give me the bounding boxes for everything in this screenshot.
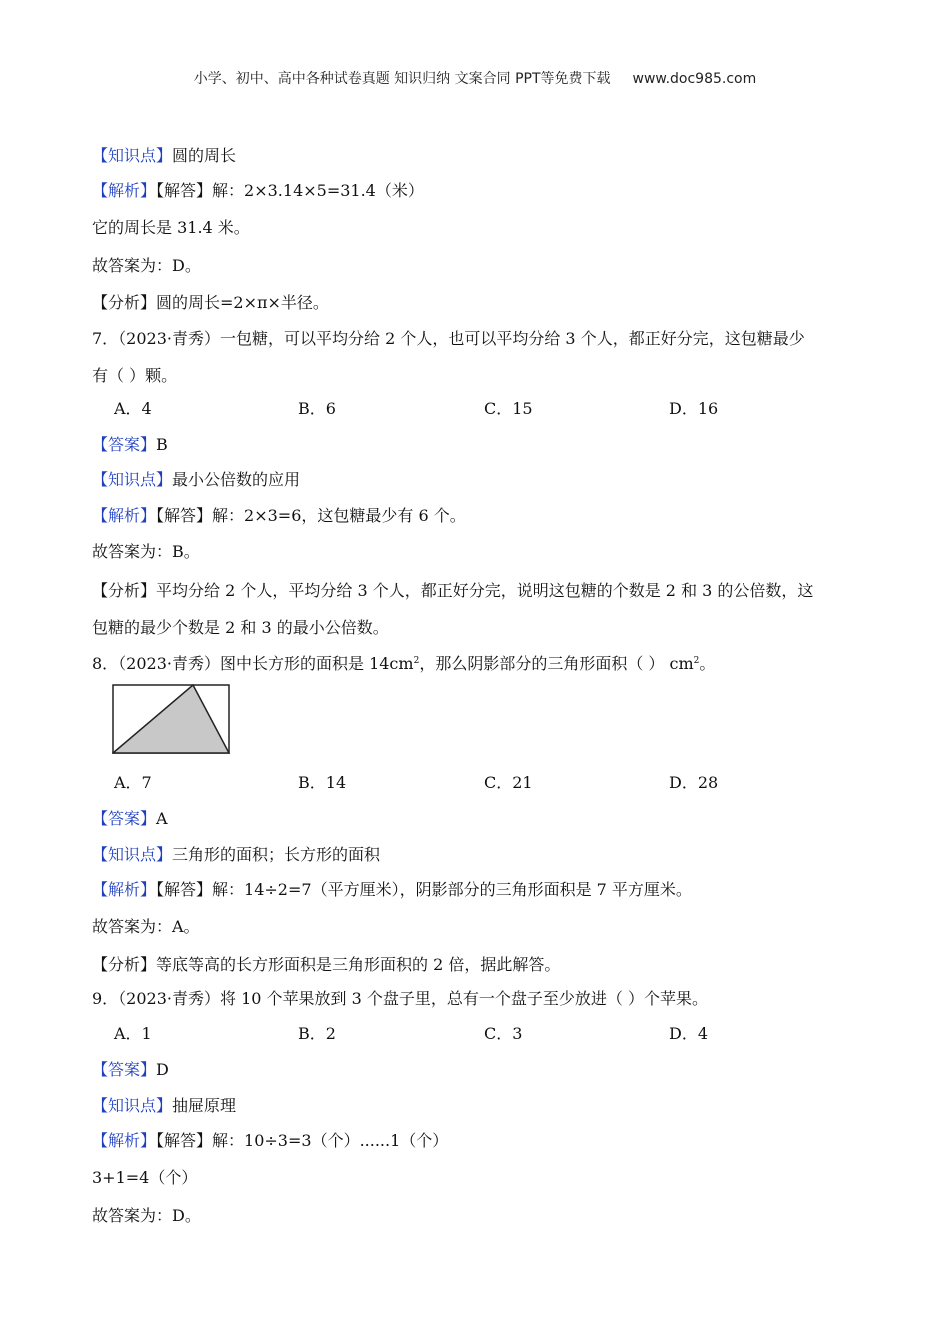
q6-solve2: 它的周长是 31.4 米。 — [92, 218, 250, 237]
answer-tag: 【答案】 — [92, 1060, 157, 1079]
knowledge-tag: 【知识点】 — [92, 1096, 173, 1115]
q7-knowledge: 最小公倍数的应用 — [172, 470, 301, 489]
q8-fenxi-line — [92, 955, 560, 975]
q8-answer: A — [156, 809, 168, 828]
q7-stem2: 有（ ）颗。 — [92, 366, 178, 385]
knowledge-tag: 【知识点】 — [92, 146, 173, 165]
fenxi-tag: 【分析】 — [92, 293, 157, 312]
q6-knowledge-line — [92, 146, 236, 166]
header-site: www.doc985.com — [632, 71, 757, 87]
q7-answer: B — [156, 435, 168, 454]
knowledge-tag: 【知识点】 — [92, 470, 173, 489]
q9-solution-line — [92, 1131, 448, 1151]
q9-solve3: 故答案为：D。 — [92, 1206, 201, 1225]
page-header — [0, 68, 950, 88]
knowledge-tag: 【知识点】 — [92, 845, 173, 864]
q9-solve1: 解：10÷3=3（个）......1（个） — [212, 1131, 449, 1150]
solution-tag: 【解答】 — [156, 880, 213, 899]
q8-option-a: A．7 — [114, 773, 152, 792]
q6-fenxi-line — [92, 293, 329, 313]
q9-option-a: A．1 — [114, 1024, 152, 1043]
q7-stem1: 7．（2023·青秀）一包糖，可以平均分给 2 个人，也可以平均分给 3 个人，都正好分完，这包糖最少 — [92, 329, 805, 348]
q8-sup-1: 2 — [413, 656, 420, 666]
q9-answer: D — [156, 1060, 169, 1079]
solution-tag: 【解答】 — [156, 506, 213, 525]
q7-option-c: C．15 — [484, 399, 533, 418]
q8-option-b: B．14 — [298, 773, 347, 792]
analysis-tag: 【解析】 — [92, 506, 157, 525]
q7-option-b: B．6 — [298, 399, 336, 418]
q6-knowledge: 圆的周长 — [172, 146, 237, 165]
q7-solve2: 故答案为：B。 — [92, 542, 200, 561]
q6-solve1: 解：2×3.14×5=31.4（米） — [212, 181, 424, 200]
q9-option-b: B．2 — [298, 1024, 336, 1043]
q8-stem-b: ，那么阴影部分的三角形面积（ ） cm — [419, 654, 694, 673]
q8-fenxi: 等底等高的长方形面积是三角形面积的 2 倍，据此解答。 — [156, 955, 561, 974]
answer-tag: 【答案】 — [92, 809, 157, 828]
q9-option-d: D．4 — [669, 1024, 709, 1043]
q7-option-a: A．4 — [114, 399, 152, 418]
q9-solve2: 3+1=4（个） — [92, 1168, 198, 1187]
q7-fenxi-line — [92, 581, 813, 601]
fenxi-tag: 【分析】 — [92, 955, 157, 974]
q8-knowledge-line — [92, 845, 380, 865]
q9-answer-line — [92, 1060, 169, 1080]
q8-stem — [92, 654, 715, 674]
q6-solution-line — [92, 181, 424, 201]
q9-option-c: C．3 — [484, 1024, 523, 1043]
q8-option-d: D．28 — [669, 773, 719, 792]
q9-knowledge: 抽屉原理 — [172, 1096, 237, 1115]
fenxi-tag: 【分析】 — [92, 581, 157, 600]
q7-answer-line — [92, 435, 168, 455]
q7-fenxi1: 平均分给 2 个人，平均分给 3 个人，都正好分完，说明这包糖的个数是 2 和 3 的公倍数，这 — [156, 581, 814, 600]
q8-solution-line — [92, 880, 692, 900]
q7-knowledge-line — [92, 470, 300, 490]
q9-stem: 9．（2023·青秀）将 10 个苹果放到 3 个盘子里，总有一个盘子至少放进（ ）个苹果。 — [92, 989, 708, 1008]
answer-tag: 【答案】 — [92, 435, 157, 454]
q8-solve2: 故答案为：A。 — [92, 917, 200, 936]
analysis-tag: 【解析】 — [92, 181, 157, 200]
rectangle-triangle-figure — [112, 684, 232, 756]
q8-answer-line — [92, 809, 168, 829]
q6-solve3: 故答案为：D。 — [92, 256, 201, 275]
q8-knowledge: 三角形的面积；长方形的面积 — [172, 845, 381, 864]
q8-sup-2: 2 — [693, 656, 700, 666]
q8-option-c: C．21 — [484, 773, 533, 792]
q7-fenxi2: 包糖的最少个数是 2 和 3 的最小公倍数。 — [92, 618, 389, 637]
q7-option-d: D．16 — [669, 399, 719, 418]
q7-solve1: 解：2×3=6，这包糖最少有 6 个。 — [212, 506, 466, 525]
analysis-tag: 【解析】 — [92, 1131, 157, 1150]
solution-tag: 【解答】 — [156, 1131, 213, 1150]
q7-solution-line — [92, 506, 466, 526]
q8-solve1: 解：14÷2=7（平方厘米），阴影部分的三角形面积是 7 平方厘米。 — [212, 880, 692, 899]
header-text: 小学、初中、高中各种试卷真题 知识归纳 文案合同 PPT等免费下载 — [193, 71, 611, 87]
solution-tag: 【解答】 — [156, 181, 213, 200]
q8-stem-c: 。 — [699, 654, 716, 673]
q8-stem-a: 8．（2023·青秀）图中长方形的面积是 14cm — [92, 654, 414, 673]
q6-fenxi: 圆的周长=2×π×半径。 — [156, 293, 329, 312]
q9-knowledge-line — [92, 1096, 236, 1116]
analysis-tag: 【解析】 — [92, 880, 157, 899]
